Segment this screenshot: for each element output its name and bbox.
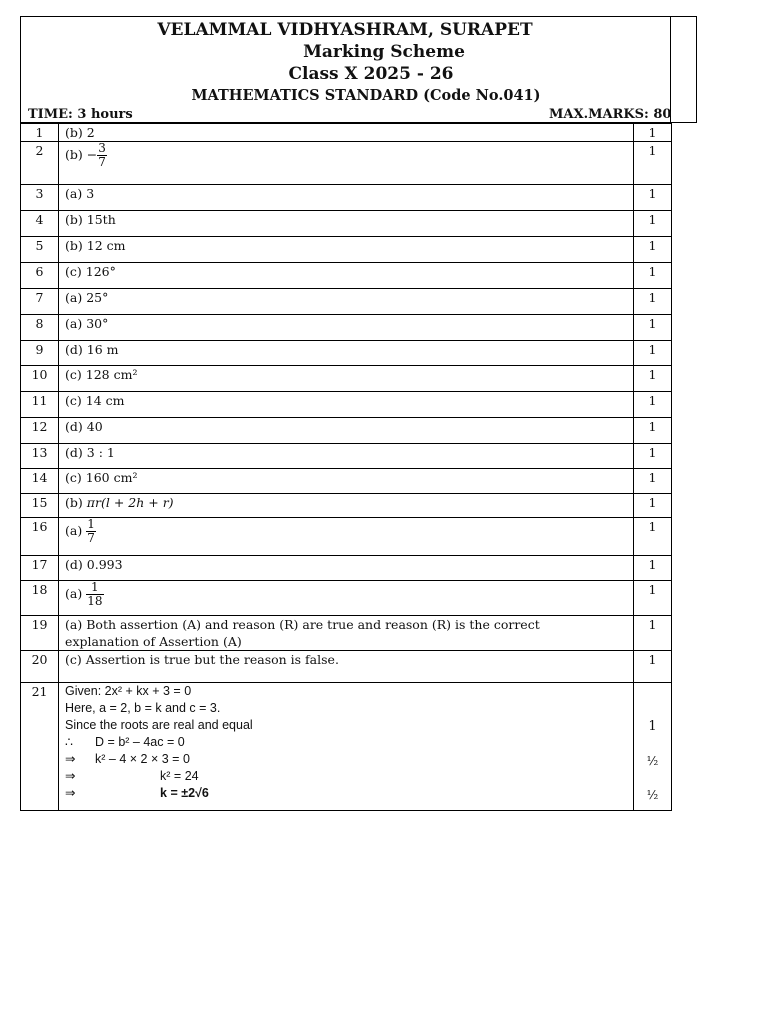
table-row	[21, 651, 672, 683]
answer-cell: (c) 160 cm²	[59, 469, 634, 494]
answer-cell	[59, 616, 634, 651]
question-number: 18	[21, 581, 59, 616]
table-row	[21, 556, 672, 581]
solution-line	[65, 768, 627, 785]
answer-line: (a) Both assertion (A) and reason (R) are true and reason (R) is the correct	[65, 617, 540, 632]
table-row	[21, 341, 672, 366]
answer-cell	[59, 581, 634, 616]
answer-cell	[59, 142, 634, 185]
answer-fraction	[97, 142, 107, 169]
answer-cell: (c) Assertion is true but the reason is false.	[59, 651, 634, 683]
marks-cell: 1	[633, 237, 671, 263]
table-row	[21, 142, 672, 185]
marks-cell: 1	[633, 556, 671, 581]
marks-cell: 1	[633, 341, 671, 366]
solution-line: Given: 2x² + kx + 3 = 0	[65, 684, 192, 698]
answer-cell: (b) 12 cm	[59, 237, 634, 263]
table-row	[21, 185, 672, 211]
fraction-numerator: 1	[86, 581, 103, 595]
question-number: 3	[21, 185, 59, 211]
solution-result: k = ±2√6	[160, 786, 209, 800]
answer-cell	[59, 518, 634, 556]
answer-cell: (d) 0.993	[59, 556, 634, 581]
table-row	[21, 237, 672, 263]
marks-cell: 1	[633, 518, 671, 556]
answer-prefix: (a)	[65, 523, 87, 538]
question-number: 15	[21, 494, 59, 518]
solution-line: Since the roots are real and equal	[65, 718, 253, 732]
question-number: 19	[21, 616, 59, 651]
therefore-symbol: ∴	[65, 735, 73, 749]
solution-step: D = b² – 4ac = 0	[95, 735, 185, 749]
table-row	[21, 315, 672, 341]
answer-prefix: (b)	[65, 495, 87, 510]
document-title: Marking Scheme	[303, 42, 465, 62]
marks-value: ½	[646, 788, 659, 802]
marks-cell: 1	[633, 185, 671, 211]
marking-table	[20, 123, 672, 811]
fraction-denominator: 7	[87, 531, 95, 545]
table-row	[21, 124, 672, 142]
marks-cell	[633, 683, 671, 811]
implies-symbol: ⇒	[65, 786, 76, 800]
answer-line: explanation of Assertion (A)	[65, 634, 242, 649]
marks-value: 1	[648, 719, 657, 734]
fraction-denominator: 7	[98, 155, 106, 169]
table-row	[21, 616, 672, 651]
answer-expression: πr(l + 2h + r)	[86, 495, 174, 510]
marks-cell: 1	[633, 263, 671, 289]
marks-cell: 1	[633, 418, 671, 444]
table-row	[21, 444, 672, 469]
table-row	[21, 366, 672, 392]
table-row	[21, 683, 672, 811]
fraction-denominator: 18	[87, 594, 103, 608]
exam-time: TIME: 3 hours	[28, 107, 133, 122]
fraction-numerator: 1	[87, 517, 95, 531]
marks-cell: 1	[633, 142, 671, 185]
answer-cell: (d) 40	[59, 418, 634, 444]
question-number: 5	[21, 237, 59, 263]
table-row	[21, 392, 672, 418]
question-number: 7	[21, 289, 59, 315]
school-name: VELAMMAL VIDHYASHRAM, SURAPET	[157, 20, 533, 40]
answer-cell: (b) 15th	[59, 211, 634, 237]
solution-line	[65, 785, 627, 802]
subject-line: MATHEMATICS STANDARD (Code No.041)	[191, 87, 541, 104]
max-marks: MAX.MARKS: 80	[549, 107, 672, 122]
marks-cell: 1	[633, 444, 671, 469]
table-row	[21, 211, 672, 237]
fraction-numerator: 3	[98, 141, 106, 155]
answer-cell: (a) 3	[59, 185, 634, 211]
answer-fraction	[86, 581, 103, 608]
question-number: 2	[21, 142, 59, 185]
question-number: 16	[21, 518, 59, 556]
marks-cell: 1	[633, 366, 671, 392]
answer-cell	[59, 494, 634, 518]
marks-cell: 1	[633, 289, 671, 315]
marks-cell: 1	[633, 581, 671, 616]
class-line: Class X 2025 - 26	[288, 64, 454, 84]
answer-cell: (d) 16 m	[59, 341, 634, 366]
marks-value: ½	[646, 754, 659, 768]
solution-step: k² = 24	[160, 769, 199, 783]
marks-cell: 1	[633, 211, 671, 237]
marks-cell: 1	[633, 315, 671, 341]
marks-cell: 1	[633, 392, 671, 418]
answer-cell: (d) 3 : 1	[59, 444, 634, 469]
solution-cell	[59, 683, 634, 811]
table-row	[21, 418, 672, 444]
question-number: 12	[21, 418, 59, 444]
implies-symbol: ⇒	[65, 752, 76, 766]
question-number: 14	[21, 469, 59, 494]
question-number: 21	[21, 683, 59, 811]
table-row	[21, 494, 672, 518]
answer-cell: (c) 14 cm	[59, 392, 634, 418]
table-row	[21, 581, 672, 616]
marks-cell: 1	[633, 494, 671, 518]
solution-line	[65, 734, 627, 751]
table-row	[21, 289, 672, 315]
answer-prefix: (a)	[65, 586, 87, 601]
answer-cell: (a) 25°	[59, 289, 634, 315]
table-row	[21, 469, 672, 494]
answer-cell: (c) 126°	[59, 263, 634, 289]
question-number: 4	[21, 211, 59, 237]
answer-cell: (a) 30°	[59, 315, 634, 341]
solution-step: k² – 4 × 2 × 3 = 0	[95, 752, 190, 766]
question-number: 9	[21, 341, 59, 366]
table-row	[21, 263, 672, 289]
answer-cell: (b) 2	[59, 124, 634, 142]
question-number: 10	[21, 366, 59, 392]
answer-cell: (c) 128 cm²	[59, 366, 634, 392]
table-row	[21, 518, 672, 556]
solution-line	[65, 751, 627, 768]
implies-symbol: ⇒	[65, 769, 76, 783]
answer-fraction	[86, 518, 96, 545]
marks-cell: 1	[633, 124, 671, 142]
question-number: 17	[21, 556, 59, 581]
marks-cell: 1	[633, 616, 671, 651]
marks-cell: 1	[633, 469, 671, 494]
question-number: 1	[21, 124, 59, 142]
question-number: 13	[21, 444, 59, 469]
answer-prefix: (b) −	[65, 147, 98, 162]
solution-line: Here, a = 2, b = k and c = 3.	[65, 701, 221, 715]
question-number: 8	[21, 315, 59, 341]
marks-cell: 1	[633, 651, 671, 683]
question-number: 20	[21, 651, 59, 683]
question-number: 6	[21, 263, 59, 289]
question-number: 11	[21, 392, 59, 418]
